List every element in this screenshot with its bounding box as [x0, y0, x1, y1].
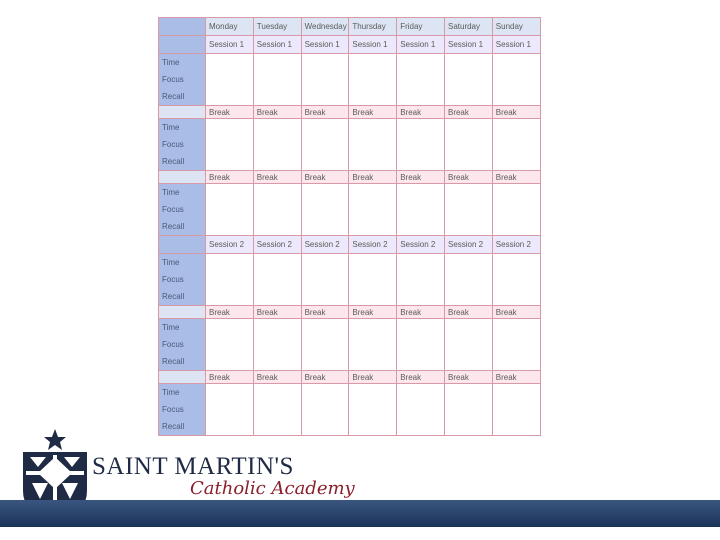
study-cell[interactable]: [492, 319, 540, 371]
session-row: [159, 236, 541, 254]
day-header: Friday: [397, 18, 445, 36]
session-cell: Session 1: [444, 36, 492, 54]
break-cell: Break: [397, 306, 445, 319]
study-cell[interactable]: [444, 384, 492, 436]
study-cell[interactable]: [253, 319, 301, 371]
study-cell[interactable]: [206, 119, 254, 171]
block-label: Focus: [162, 340, 184, 349]
block-label: Focus: [162, 275, 184, 284]
school-name: SAINT MARTIN'S: [92, 453, 294, 480]
row-label-cell: [159, 306, 206, 319]
session-cell: Session 1: [253, 36, 301, 54]
study-cell[interactable]: [301, 54, 349, 106]
study-cell[interactable]: [349, 319, 397, 371]
block-label: Recall: [162, 292, 185, 301]
block-label: Time: [162, 188, 180, 197]
break-cell: Break: [206, 171, 254, 184]
session-cell: Session 1: [301, 36, 349, 54]
break-cell: Break: [206, 306, 254, 319]
study-cell[interactable]: [301, 184, 349, 236]
session-cell: Session 2: [444, 236, 492, 254]
session-cell: Session 1: [349, 36, 397, 54]
block-label: Time: [162, 58, 180, 67]
study-cell[interactable]: [492, 119, 540, 171]
block-label-cell: [159, 54, 206, 106]
block-label: Focus: [162, 140, 184, 149]
session-cell: Session 2: [397, 236, 445, 254]
break-cell: Break: [301, 171, 349, 184]
day-header-row: [159, 18, 541, 36]
study-cell[interactable]: [444, 319, 492, 371]
study-cell[interactable]: [492, 54, 540, 106]
block-label: Time: [162, 388, 180, 397]
break-row: [159, 106, 541, 119]
break-cell: Break: [301, 371, 349, 384]
block-label: Focus: [162, 205, 184, 214]
block-label-cell: [159, 119, 206, 171]
break-cell: Break: [492, 106, 540, 119]
study-cell[interactable]: [397, 54, 445, 106]
study-cell[interactable]: [444, 54, 492, 106]
session-cell: Session 2: [301, 236, 349, 254]
block-label: Focus: [162, 75, 184, 84]
day-header: Saturday: [444, 18, 492, 36]
study-cell[interactable]: [492, 384, 540, 436]
study-cell[interactable]: [301, 254, 349, 306]
study-cell[interactable]: [206, 184, 254, 236]
study-cell[interactable]: [397, 319, 445, 371]
day-header: Wednesday: [301, 18, 349, 36]
session-cell: Session 2: [349, 236, 397, 254]
day-header: Sunday: [492, 18, 540, 36]
study-cell[interactable]: [206, 319, 254, 371]
break-cell: Break: [444, 306, 492, 319]
study-block-row: [159, 184, 541, 236]
block-label: Recall: [162, 357, 185, 366]
session-cell: Session 1: [397, 36, 445, 54]
break-cell: Break: [397, 171, 445, 184]
footer-strip: [0, 527, 720, 540]
block-label: Time: [162, 123, 180, 132]
study-cell[interactable]: [349, 184, 397, 236]
study-block-row: [159, 119, 541, 171]
row-label-cell: [159, 236, 206, 254]
study-cell[interactable]: [492, 254, 540, 306]
study-cell[interactable]: [253, 54, 301, 106]
break-cell: Break: [349, 306, 397, 319]
break-cell: Break: [444, 106, 492, 119]
break-cell: Break: [444, 371, 492, 384]
block-label: Recall: [162, 157, 185, 166]
study-cell[interactable]: [253, 119, 301, 171]
block-label-cell: [159, 184, 206, 236]
row-label-cell: [159, 36, 206, 54]
study-cell[interactable]: [253, 254, 301, 306]
day-header: Monday: [206, 18, 254, 36]
block-label: Time: [162, 323, 180, 332]
day-header: Tuesday: [253, 18, 301, 36]
study-cell[interactable]: [301, 319, 349, 371]
study-cell[interactable]: [397, 254, 445, 306]
block-label: Time: [162, 258, 180, 267]
block-label-cell: [159, 319, 206, 371]
break-cell: Break: [301, 106, 349, 119]
block-label: Focus: [162, 405, 184, 414]
study-block-row: [159, 54, 541, 106]
study-block-row: [159, 319, 541, 371]
session-cell: Session 2: [206, 236, 254, 254]
study-cell[interactable]: [444, 184, 492, 236]
break-cell: Break: [492, 171, 540, 184]
break-cell: Break: [492, 306, 540, 319]
study-cell[interactable]: [253, 184, 301, 236]
study-cell[interactable]: [349, 254, 397, 306]
footer-bar: [0, 500, 720, 527]
study-cell[interactable]: [397, 119, 445, 171]
break-cell: Break: [206, 106, 254, 119]
session-cell: Session 1: [206, 36, 254, 54]
break-cell: Break: [253, 106, 301, 119]
break-row: [159, 371, 541, 384]
day-header: Thursday: [349, 18, 397, 36]
study-cell[interactable]: [492, 184, 540, 236]
study-cell[interactable]: [349, 54, 397, 106]
study-cell[interactable]: [349, 119, 397, 171]
break-row: [159, 171, 541, 184]
break-row: [159, 306, 541, 319]
school-subtitle: Catholic Academy: [190, 478, 355, 499]
break-cell: Break: [349, 106, 397, 119]
row-label-cell: [159, 171, 206, 184]
session-row: [159, 36, 541, 54]
study-cell[interactable]: [349, 384, 397, 436]
break-cell: Break: [492, 371, 540, 384]
study-cell[interactable]: [397, 384, 445, 436]
block-label: Recall: [162, 222, 185, 231]
study-block-row: [159, 254, 541, 306]
block-label: Recall: [162, 422, 185, 431]
study-cell[interactable]: [206, 254, 254, 306]
session-cell: Session 2: [492, 236, 540, 254]
row-label-cell: [159, 106, 206, 119]
break-cell: Break: [253, 171, 301, 184]
break-cell: Break: [206, 371, 254, 384]
block-label: Recall: [162, 92, 185, 101]
study-cell[interactable]: [444, 254, 492, 306]
break-cell: Break: [253, 371, 301, 384]
session-cell: Session 2: [253, 236, 301, 254]
break-cell: Break: [349, 371, 397, 384]
session-cell: Session 1: [492, 36, 540, 54]
break-cell: Break: [301, 306, 349, 319]
study-cell[interactable]: [206, 54, 254, 106]
row-label-cell: [159, 18, 206, 36]
block-label-cell: [159, 254, 206, 306]
weekly-study-planner: [158, 17, 541, 436]
row-label-cell: [159, 371, 206, 384]
study-cell[interactable]: [301, 119, 349, 171]
break-cell: Break: [349, 171, 397, 184]
study-cell[interactable]: [397, 184, 445, 236]
break-cell: Break: [397, 371, 445, 384]
break-cell: Break: [397, 106, 445, 119]
study-cell[interactable]: [444, 119, 492, 171]
break-cell: Break: [444, 171, 492, 184]
break-cell: Break: [253, 306, 301, 319]
